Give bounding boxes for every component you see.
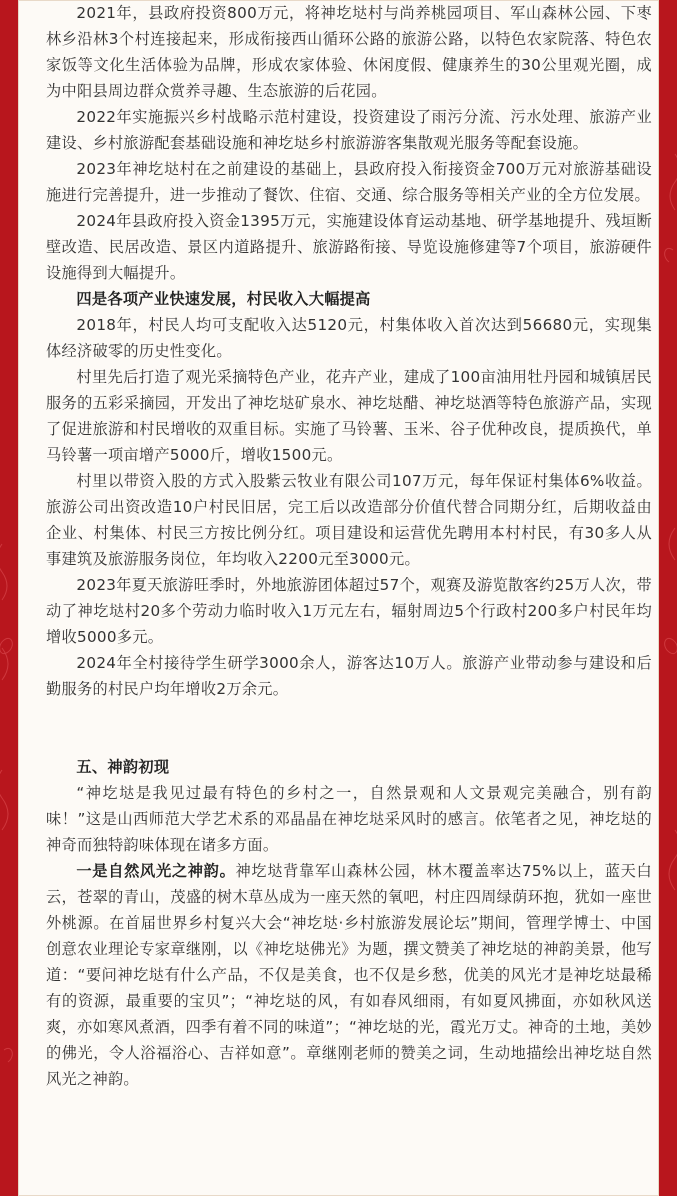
paragraph-quote: “神圪垯是我见过最有特色的乡村之一，自然景观和人文景观完美融合，别有韵味！”这是山西师范大学艺术系的邓晶晶在神圪垯采风时的感言。依笔者之见，神圪垯的神奇而独特韵味体现在诸多方面。 <box>46 784 652 854</box>
paragraph-lead: 一是自然风光之神韵。 <box>76 862 236 880</box>
paragraph-2021: 2021年，县政府投资800万元，将神圪垯村与尚养桃园项目、军山森林公园、下枣林乡沿林3个村连接起来，形成衔接西山循环公路的旅游公路，以特色农家院落、特色农家饭等文化生活体验为品牌，形成农家体验、休闲度假、健康养生的30公里观光圈，成为中阳县周边群众赏养寻趣、生态旅游的后花园。 <box>46 4 652 100</box>
paragraph-2024-tourism: 2024年全村接待学生研学3000余人，游客达10万人。旅游产业带动参与建设和后勤服务的村民户均年增收2万余元。 <box>46 654 652 698</box>
paragraph-2023-tourism: 2023年夏天旅游旺季时，外地旅游团体超过57个，观赛及游览散客约25万人次，带动了神圪垯村20多个劳动力临时收入1万元左右，辐射周边5个行政村200多户村民年均增收5000多元。 <box>46 576 652 646</box>
paragraph-2023: 2023年神圪垯村在之前建设的基础上，县政府投入衔接资金700万元对旅游基础设施进行完善提升，进一步推动了餐饮、住宿、交通、综合服务等相关产业的全方位发展。 <box>46 160 652 204</box>
article-body <box>46 0 652 1092</box>
section-title-5: 五、神韵初现 <box>76 758 170 776</box>
paragraph-natural-scenery-text: 神圪垯背靠军山森林公园，林木覆盖率达75%以上，蓝天白云，苍翠的青山，茂盛的树木草丛成为一座天然的氧吧，村庄四周绿荫环抱，犹如一座世外桃源。在首届世界乡村复兴大会“神圪垯·乡村旅游发展论坛”期间，管理学博士、中国创意农业理论专家章继刚，以《神圪垯佛光》为题，撰文赞美了神圪垯的神韵美景，他写道：“要问神圪垯有什么产品，不仅是美食，也不仅是乡愁，优美的风光才是神圪垯最稀有的资源，最重要的宝贝”；“神圪垯的风，有如春风细雨，有如夏风拂面，亦如秋风送爽，亦如寒风煮酒，四季有着不同的味道”；“神圪垯的光，霞光万丈。神奇的土地，美妙的佛光，令人浴福浴心、吉祥如意”。章继刚老师的赞美之词，生动地描绘出神圪垯自然风光之神韵。 <box>46 862 653 1088</box>
paragraph-industries: 村里先后打造了观光采摘特色产业，花卉产业，建成了100亩油用牡丹园和城镇居民服务的五彩采摘园，开发出了神圪垯矿泉水、神圪垯醋、神圪垯酒等特色旅游产品，实现了促进旅游和村民增收的双重目标。实施了马铃薯、玉米、谷子优种改良，提质换代，单马铃薯一项亩增产5000斤，增收1500元。 <box>46 368 652 464</box>
right-border-ornament <box>659 0 677 1196</box>
left-border-ornament <box>0 0 18 1196</box>
paragraph-2024: 2024年县政府投入资金1395万元，实施建设体育运动基地、研学基地提升、残垣断壁改造、民居改造、景区内道路提升、旅游路衔接、导览设施修建等7个项目，旅游硬件设施得到大幅提升。 <box>46 212 652 282</box>
paragraph-investment: 村里以带资入股的方式入股紫云牧业有限公司107万元，每年保证村集体6%收益。旅游公司出资改造10户村民旧居，完工后以改造部分价值代替合同期分红，后期收益由企业、村集体、村民三方按比例分红。项目建设和运营优先聘用本村村民，有30多人从事建筑及旅游服务岗位，年均收入2200元至3000元。 <box>46 472 652 568</box>
paragraph-natural-scenery <box>46 858 652 1092</box>
paragraph-2018-income: 2018年，村民人均可支配收入达5120元，村集体收入首次达到56680元，实现集体经济破零的历史性变化。 <box>46 316 652 360</box>
paragraph-2022: 2022年实施振兴乡村战略示范村建设，投资建设了雨污分流、污水处理、旅游产业建设、乡村旅游配套基础设施和神圪垯乡村旅游游客集散观光服务等配套设施。 <box>46 108 652 152</box>
subheading-industry-income: 四是各项产业快速发展，村民收入大幅提高 <box>76 290 371 308</box>
